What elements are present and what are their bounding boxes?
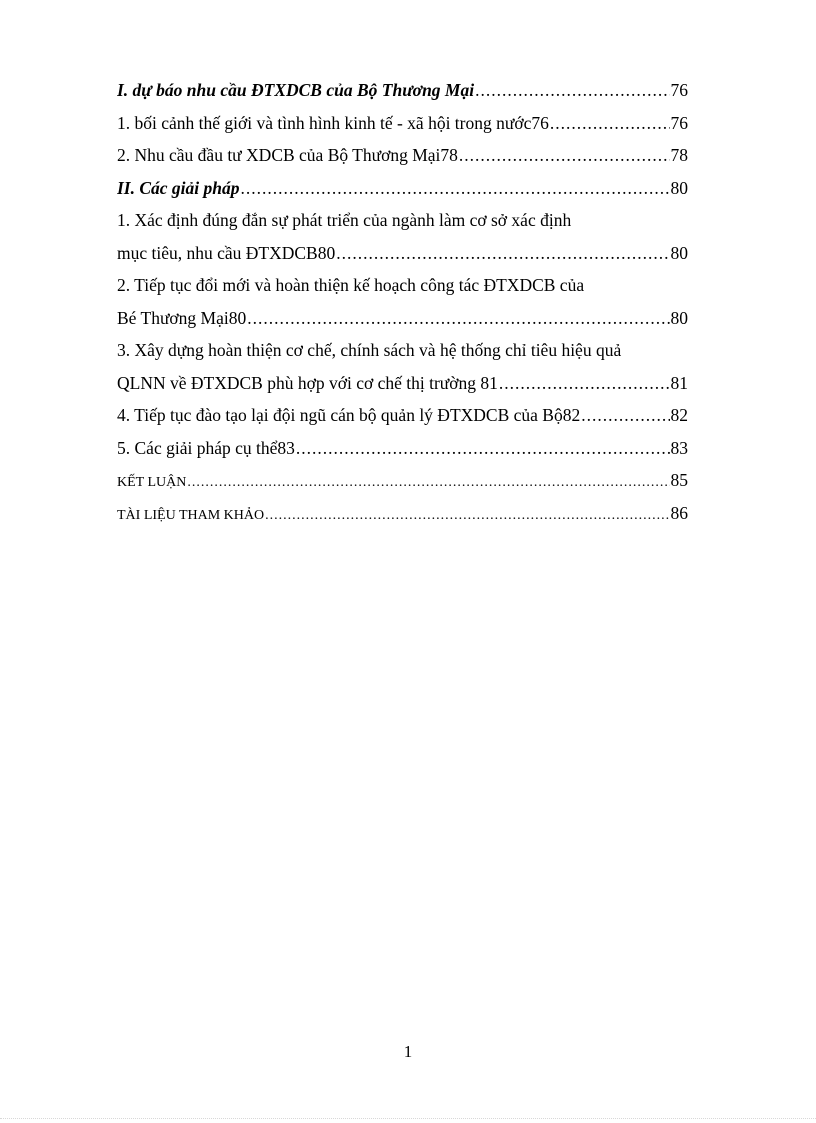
toc-entry (117, 399, 688, 432)
toc-entry-page: 76 (670, 80, 688, 100)
toc-entry (117, 432, 688, 465)
toc-entry-title: 1. bối cảnh thế giới và tình hình kinh tế - xã hội trong nước76 (117, 112, 549, 133)
dot-leader (336, 237, 669, 270)
toc-entry (117, 107, 688, 140)
dot-leader (187, 467, 669, 497)
dot-leader (550, 107, 670, 140)
toc-entry-page: 83 (670, 437, 688, 458)
toc-entry-title-line2: Bé Thương Mại80 (117, 307, 247, 328)
toc-entry-title: II. Các giải pháp (117, 177, 240, 198)
dot-leader (581, 399, 669, 432)
dot-leader (247, 302, 669, 335)
toc-entry-title: KẾT LUẬN (117, 475, 187, 490)
toc-entry-title: TÀI LIỆU THAM KHẢO (117, 507, 265, 523)
toc-entry (117, 334, 688, 399)
toc-entry (117, 172, 688, 205)
toc-entry (117, 139, 688, 172)
toc-entry-page: 78 (670, 145, 688, 165)
dot-leader (475, 74, 669, 107)
toc-entry-page: 80 (670, 307, 688, 328)
dot-leader (499, 367, 670, 400)
toc-entry (117, 269, 688, 334)
dot-leader (459, 139, 670, 172)
page-number: 1 (403, 1042, 413, 1061)
toc-entry-page: 86 (670, 502, 688, 523)
toc-entry-title-line1: 1. Xác định đúng đắn sự phát triển của ngành làm cơ sở xác định (117, 210, 572, 230)
toc-entry-title: I. dự báo nhu cầu ĐTXDCB của Bộ Thương Mại (117, 80, 475, 100)
toc-entry-page: 85 (670, 470, 688, 490)
toc-entry (117, 74, 688, 107)
toc-entry-title-line2: QLNN về ĐTXDCB phù hợp với cơ chế thị trường 81 (117, 372, 498, 393)
toc-entry-page: 81 (670, 372, 688, 393)
toc-entry-page: 80 (670, 242, 688, 263)
toc-entry-page: 80 (670, 177, 688, 198)
toc-entry-title: 4. Tiếp tục đào tạo lại đội ngũ cán bộ quản lý ĐTXDCB của Bộ82 (117, 405, 581, 425)
dot-leader (296, 432, 670, 465)
dot-leader (241, 172, 670, 205)
toc-entry-title-line2: mục tiêu, nhu cầu ĐTXDCB80 (117, 242, 336, 263)
toc-entry (117, 204, 688, 269)
toc-entry-title-line1: 2. Tiếp tục đổi mới và hoàn thiện kế hoạch công tác ĐTXDCB của (117, 275, 585, 295)
toc-entry-title: 2. Nhu cầu đầu tư XDCB của Bộ Thương Mại78 (117, 145, 458, 165)
dot-leader (265, 500, 669, 530)
page-bottom-border (0, 1118, 816, 1119)
table-of-contents (117, 74, 688, 529)
toc-entry-title-line1: 3. Xây dựng hoàn thiện cơ chế, chính sách và hệ thống chỉ tiêu hiệu quả (117, 340, 622, 360)
toc-entry (117, 497, 688, 530)
toc-entry-title: 5. Các giải pháp cụ thể83 (117, 437, 295, 458)
toc-entry (117, 464, 688, 497)
toc-entry-page: 82 (670, 405, 688, 425)
toc-entry-page: 76 (670, 112, 688, 133)
